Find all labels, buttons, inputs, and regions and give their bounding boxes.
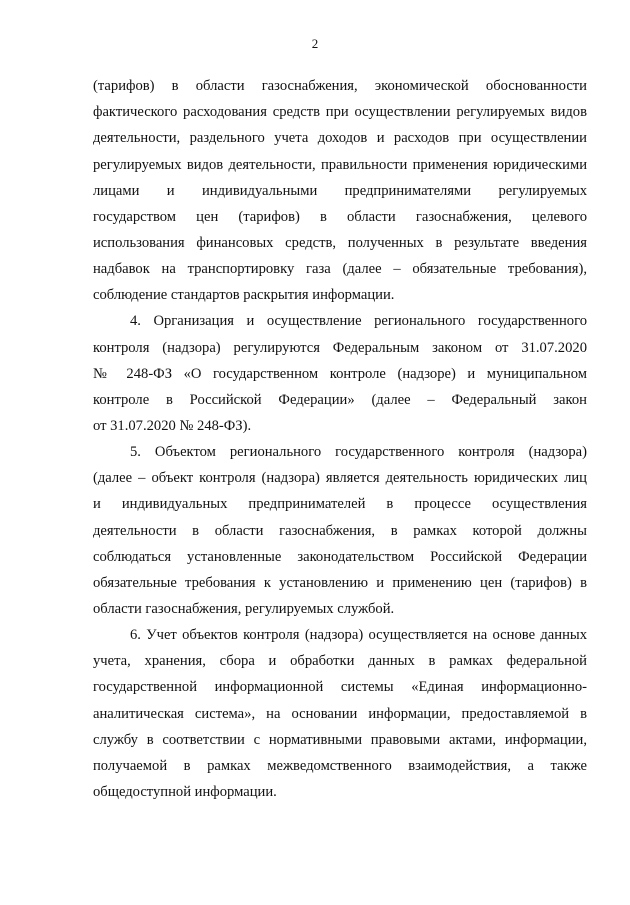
text-line: использования финансовых средств, полученных в результате введения [93, 235, 587, 251]
text-line: и индивидуальных предпринимателей в процессе осуществления [93, 496, 587, 512]
text-line: учета, хранения, сбора и обработки данных в рамках федеральной [93, 653, 587, 669]
text-line: (далее – объект контроля (надзора) является деятельность юридических лиц [93, 470, 587, 486]
text-line: службу в соответствии с нормативными правовыми актами, информации, [93, 732, 587, 748]
text-line: соблюдаться установленные законодательством Российской Федерации [93, 549, 587, 565]
text-line: деятельности в области газоснабжения, в рамках которой должны [93, 523, 587, 539]
text-line: общедоступной информации. [93, 784, 277, 800]
page-number: 2 [311, 36, 319, 51]
text-line: контроле в Российской Федерации» (далее – Федеральный закон [93, 392, 587, 408]
text-line: надбавок на транспортировку газа (далее – обязательные требования), [93, 261, 587, 277]
text-line: 6. Учет объектов контроля (надзора) осуществляется на основе данных [130, 627, 587, 643]
text-line: от 31.07.2020 № 248-ФЗ). [93, 418, 252, 434]
text-line: фактического расходования средств при осуществлении регулируемых видов [93, 104, 587, 120]
text-line: 4. Организация и осуществление регионального государственного [130, 313, 587, 329]
text-line: области газоснабжения, регулируемых службой. [93, 601, 395, 617]
text-line: деятельности, раздельного учета доходов и расходов при осуществлении [93, 130, 587, 146]
text-line: (тарифов) в области газоснабжения, экономической обоснованности [93, 78, 587, 94]
text-line: 5. Объектом регионального государственного контроля (надзора) [130, 444, 587, 460]
text-line: государственной информационной системы «Единая информационно- [93, 679, 587, 695]
text-line: государством цен (тарифов) в области газоснабжения, целевого [93, 209, 587, 225]
text-line: № 248-ФЗ «О государственном контроле (надзоре) и муниципальном [93, 366, 587, 382]
text-line: лицами и индивидуальными предпринимателями регулируемых [93, 183, 587, 199]
text-line: регулируемых видов деятельности, правильности применения юридическими [93, 157, 587, 173]
text-line: соблюдение стандартов раскрытия информации. [93, 287, 395, 303]
text-line: аналитическая система», на основании информации, предоставляемой в [93, 706, 587, 722]
text-line: обязательные требования к установлению и применению цен (тарифов) в [93, 575, 587, 591]
text-line: контроля (надзора) регулируются Федеральным законом от 31.07.2020 [93, 340, 587, 356]
text-line: получаемой в рамках межведомственного взаимодействия, а также [93, 758, 587, 774]
